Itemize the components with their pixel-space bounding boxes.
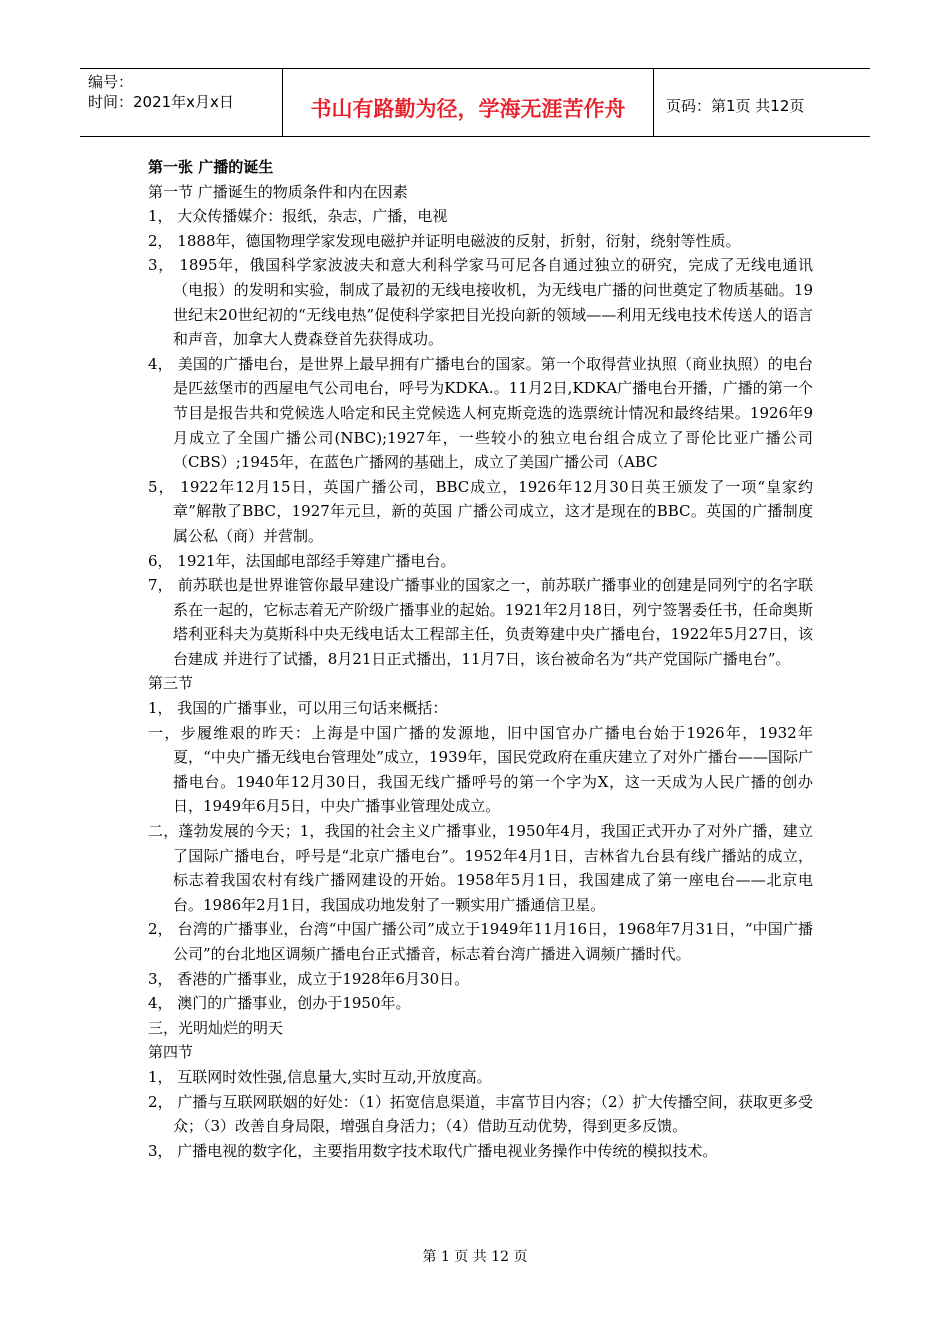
list-item: 4， 美国的广播电台，是世界上最早拥有广播电台的国家。第一个取得营业执照（商业执照）的电台是匹兹堡市的西屋电气公司电台，呼号为KDKA.。11月2日,KDKA广播电台开播，广播的第一个节目是报告共和党候选人哈定和民主党候选人柯克斯竞选的选票统计情况和最终结果。1926年9月成立了全国广播公司(NBC);1927年，一些较小的独立电台组合成立了哥伦比亚广播公司（CBS）;1945年，在蓝色广播网的基础上，成立了美国广播公司（ABC (148, 354, 813, 472)
document-date-label: 时间：2021年x月x日 (88, 93, 234, 111)
list-item: 1， 互联网时效性强,信息量大,实时互动,开放度高。 (148, 1067, 492, 1086)
page-header (80, 68, 870, 137)
list-item: 2， 广播与互联网联姻的好处：（1）拓宽信息渠道，丰富节目内容；（2）扩大传播空间，获取更多受众；（3）改善自身局限，增强自身活力；（4）借助互动优势，得到更多反馈。 (148, 1092, 813, 1136)
chapter-title: 第一张 广播的诞生 (148, 158, 274, 176)
sub-heading: 三，光明灿烂的明天 (148, 1018, 284, 1037)
list-item: 1， 我国的广播事业，可以用三句话来概括： (148, 699, 448, 718)
header-motto: 书山有路勤为径，学海无涯苦作舟 (310, 97, 626, 121)
document-body (148, 155, 813, 1163)
header-motto-cell (283, 69, 654, 136)
list-item: 4， 澳门的广播事业，创办于1950年。 (148, 994, 411, 1013)
sub-item: 一，步履维艰的昨天：上海是中国广播的发源地，旧中国官办广播电台始于1926年，1932年夏，“中央广播无线电台管理处”成立，1939年，国民党政府在重庆建立了对外广播台——国际广播电台。1940年12月30日，我国无线广播呼号的第一个字为X，这一天成为人民广播的创办日，1949年6月5日，中央广播事业管理处成立。 (148, 723, 813, 816)
sub-item: 二，蓬勃发展的今天；1，我国的社会主义广播事业，1950年4月，我国正式开办了对外广播，建立了国际广播电台，呼号是“北京广播电台”。1952年4月1日，吉林省九台县有线广播站的成立，标志着我国农村有线广播网建设的开始。1958年5月1日，我国建成了第一座电台——北京电台。1986年2月1日，我国成功地发射了一颗实用广播通信卫星。 (148, 822, 813, 914)
section-4-title: 第四节 (148, 1043, 194, 1062)
list-item: 3， 广播电视的数字化，主要指用数字技术取代广播电视业务操作中传统的模拟技术。 (148, 1141, 718, 1160)
section-3-title: 第三节 (148, 674, 194, 693)
document-number-label: 编号： (88, 73, 134, 91)
list-item: 7， 前苏联也是世界谁管你最早建设广播事业的国家之一，前苏联广播事业的创建是同列宁的名字联系在一起的，它标志着无产阶级广播事业的起始。1921年2月18日，列宁签署委任书，任命奥斯塔利亚科夫为莫斯科中央无线电话太工程部主任，负责筹建中央广播电台，1922年5月27日，该台建成 并进行了试播，8月21日正式播出，11月7日，该台被命名为“共产党国际广播电台”。 (148, 576, 813, 668)
list-item: 6， 1921年，法国邮电部经手筹建广播电台。 (148, 551, 456, 570)
list-item: 1， 大众传播媒介：报纸，杂志，广播，电视 (148, 207, 448, 226)
header-page-info: 页码：第1页 共12页 (666, 97, 805, 115)
list-item: 2， 台湾的广播事业，台湾“中国广播公司”成立于1949年11月16日，1968年7月31日，“中国广播公司”的台北地区调频广播电台正式播音，标志着台湾广播进入调频广播时代。 (148, 920, 813, 963)
list-item: 3， 1895年，俄国科学家波波夫和意大利科学家马可尼各自通过独立的研究，完成了无线电通讯（电报）的发明和实验，制成了最初的无线电接收机，为无线电广播的问世奠定了物质基础。19世纪末20世纪初的“无线电热”促使科学家把目光投向新的领域——利用无线电技术传送人的语言和声音，加拿大人费森登首先获得成功。 (148, 256, 813, 349)
page-footer: 第 1 页 共 12 页 (422, 1249, 528, 1265)
header-meta (80, 69, 283, 136)
header-page-cell (654, 69, 870, 136)
list-item: 3， 香港的广播事业，成立于1928年6月30日。 (148, 969, 470, 988)
list-item: 5， 1922年12月15日，英国广播公司，BBC成立，1926年12月30日英王颁发了一项“皇家约章”解散了BBC，1927年元旦，新的英国 广播公司成立，这才是现在的BBC。英国的广播制度属公私（商）并营制。 (148, 477, 813, 545)
list-item: 2， 1888年，德国物理学家发现电磁护并证明电磁波的反射，折射，衍射，绕射等性质。 (148, 231, 741, 250)
section-1-title: 第一节 广播诞生的物质条件和内在因素 (148, 182, 408, 201)
